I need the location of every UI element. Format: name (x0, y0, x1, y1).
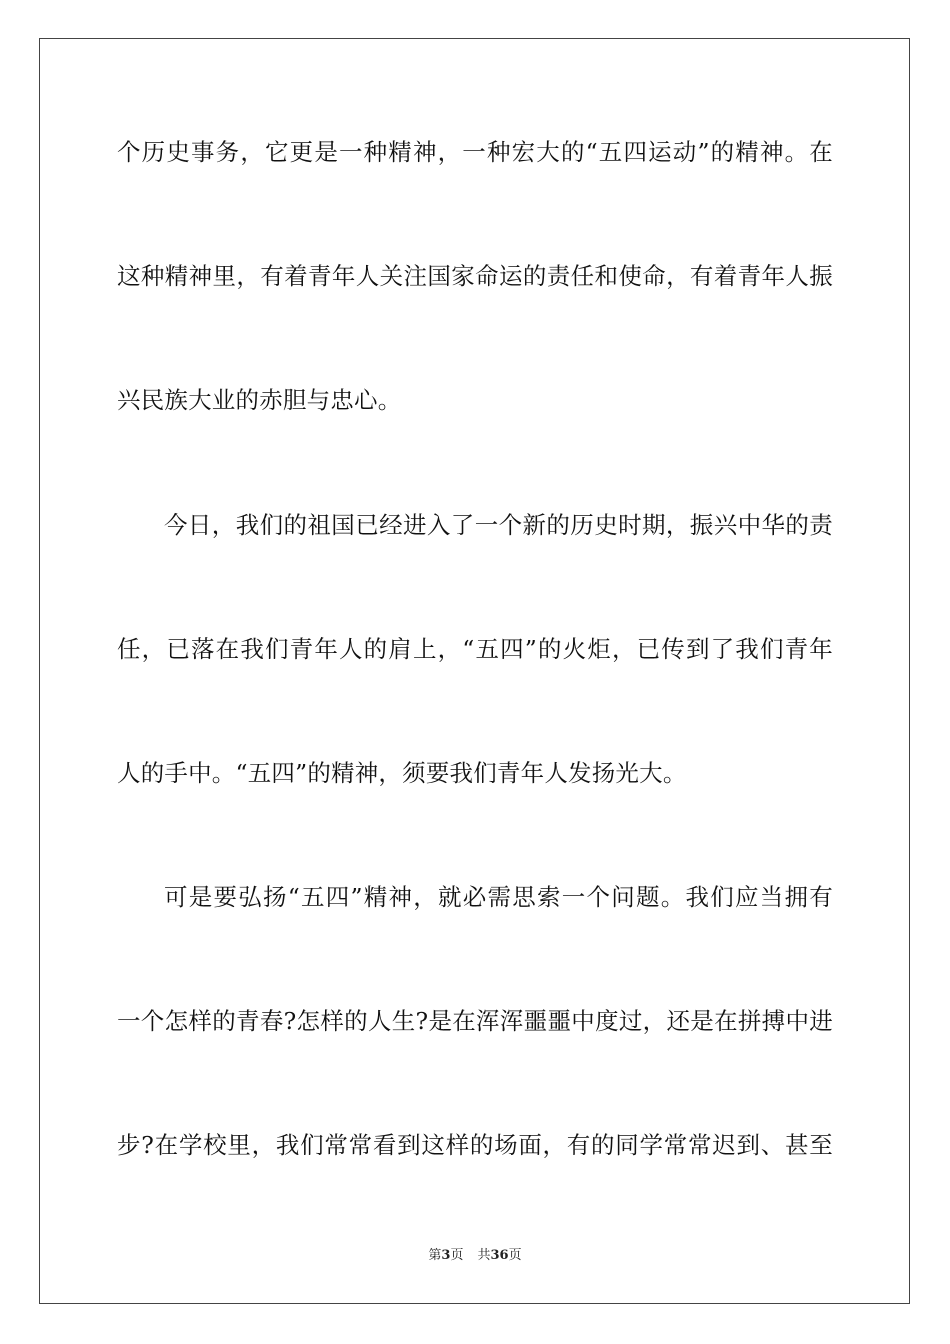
body-text-line-9: 步?在学校里，我们常常看到这样的场面，有的同学常常迟到、甚至 (117, 1131, 833, 1159)
body-text-line-4: 今日，我们的祖国已经进入了一个新的历史时期，振兴中华的责 (164, 511, 833, 539)
body-text-line-6: 人的手中。“五四”的精神，须要我们青年人发扬光大。 (117, 759, 687, 787)
page-footer (0, 1248, 950, 1264)
body-text-line-5: 任，已落在我们青年人的肩上，“五四”的火炬，已传到了我们青年 (117, 635, 833, 663)
page-suffix: 页 (450, 1248, 464, 1263)
body-text-line-7: 可是要弘扬“五四”精神，就必需思索一个问题。我们应当拥有 (164, 883, 833, 911)
page-border (39, 38, 910, 1304)
page-prefix: 第 (428, 1248, 442, 1263)
body-text-line-3: 兴民族大业的赤胆与忠心。 (117, 386, 402, 414)
body-text-line-1: 个历史事务，它更是一种精神，一种宏大的“五四运动”的精神。在 (117, 138, 833, 166)
total-suffix: 页 (508, 1248, 522, 1263)
total-prefix: 共 (477, 1248, 491, 1263)
page-number: 3 (441, 1248, 451, 1263)
total-pages: 36 (490, 1248, 509, 1263)
body-text-line-8: 一个怎样的青春?怎样的人生?是在浑浑噩噩中度过，还是在拼搏中进 (117, 1007, 833, 1035)
body-text-line-2: 这种精神里，有着青年人关注国家命运的责任和使命，有着青年人振 (117, 262, 833, 290)
